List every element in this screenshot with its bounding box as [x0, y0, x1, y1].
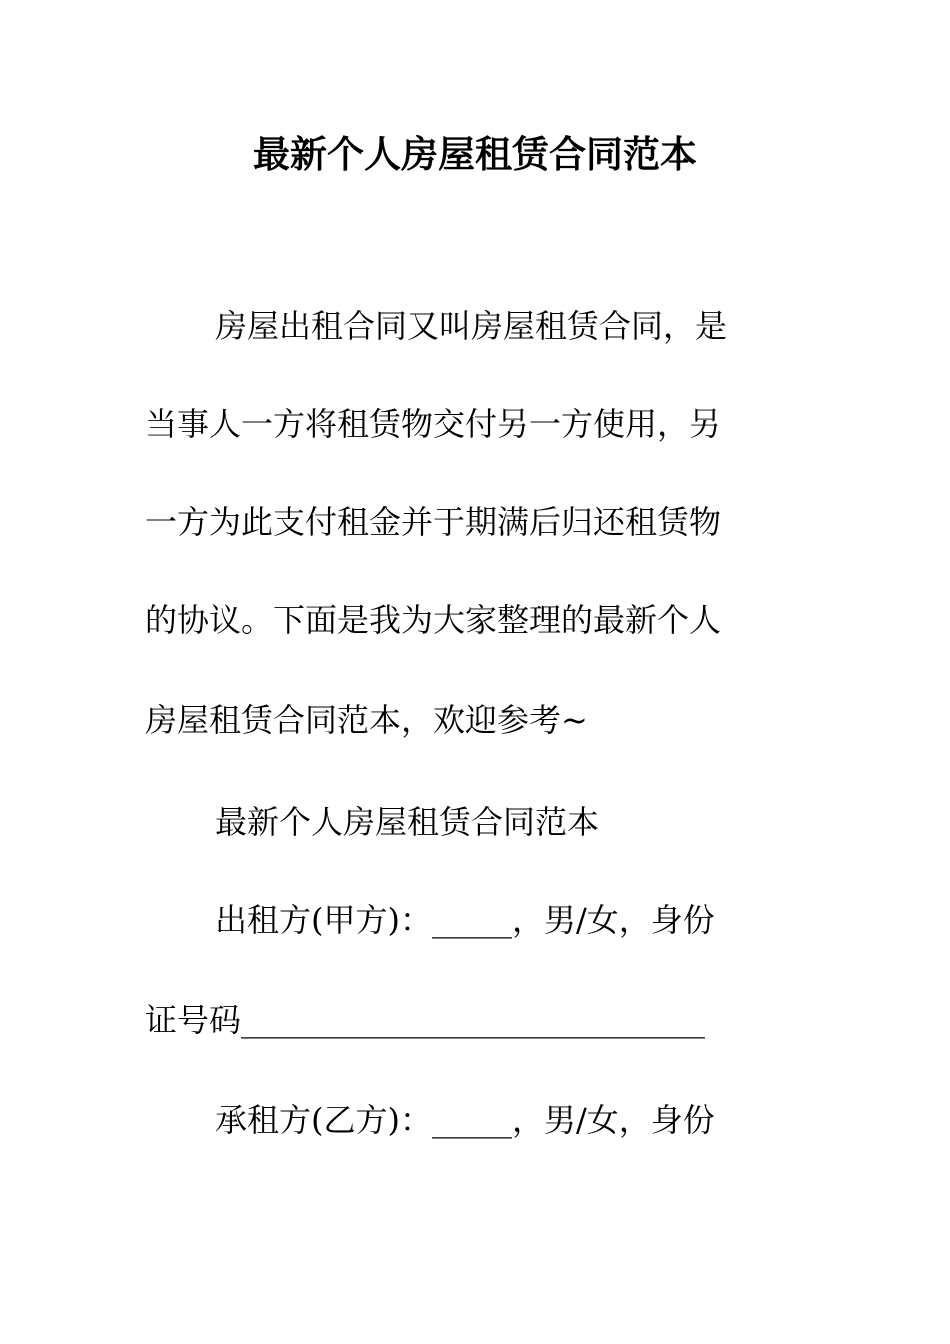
intro-line-4: 的协议。下面是我为大家整理的最新个人: [145, 601, 722, 639]
intro-line-5: 房屋租赁合同范本，欢迎参考~: [145, 701, 588, 739]
document-title: 最新个人房屋租赁合同范本: [253, 132, 697, 176]
section-heading: 最新个人房屋租赁合同范本: [215, 803, 600, 841]
intro-line-1: 房屋出租合同又叫房屋租赁合同，是: [215, 307, 728, 345]
party-a-line-1: 出租方(甲方)：_____，男/女，身份: [215, 901, 715, 939]
party-b-line-1: 承租方(乙方)：_____，男/女，身份: [215, 1101, 715, 1139]
intro-line-2: 当事人一方将租赁物交付另一方使用，另: [145, 405, 722, 443]
intro-line-3: 一方为此支付租金并于期满后归还租赁物: [145, 503, 722, 541]
party-a-line-2: 证号码_____________________________: [145, 1001, 706, 1039]
